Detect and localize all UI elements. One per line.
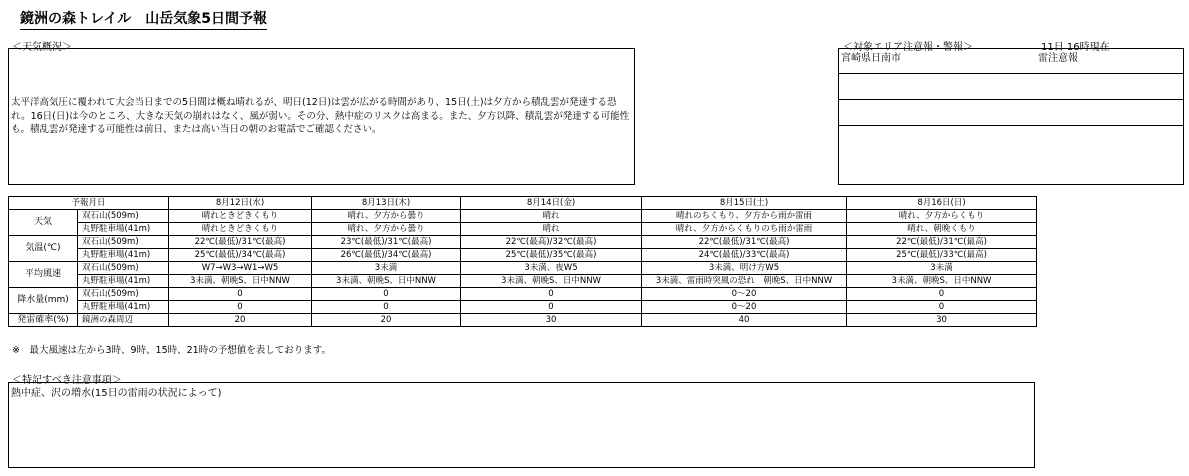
forecast-cell: 25℃(最低)/34℃(最高): [169, 249, 312, 262]
forecast-cell: 晴れ、夕方から曇り: [312, 223, 461, 236]
forecast-cell: 22℃(最低)/31℃(最高): [642, 236, 847, 249]
forecast-cell: 25℃(最低)/33℃(最高): [847, 249, 1037, 262]
forecast-row-weather: [9, 223, 1037, 236]
forecast-cell: 23℃(最低)/31℃(最高): [312, 236, 461, 249]
forecast-cell: 0: [847, 288, 1037, 301]
forecast-location: 鏡洲の森周辺: [78, 314, 169, 327]
forecast-cell: 0: [312, 301, 461, 314]
forecast-row-wind: [9, 262, 1037, 275]
forecast-date: 8月13日(木): [312, 197, 461, 210]
alert-status: [1036, 100, 1183, 126]
forecast-row-thunder: [9, 314, 1037, 327]
special-box: [8, 382, 1035, 468]
forecast-cell: 40: [642, 314, 847, 327]
alert-status: 雷注意報: [1036, 49, 1183, 74]
alert-row: [839, 49, 1183, 74]
forecast-cell: 3未満、朝晩S、日中NNW: [169, 275, 312, 288]
forecast-date: 8月15日(土): [642, 197, 847, 210]
alert-status: [1036, 74, 1183, 100]
forecast-cell: 24℃(最低)/33℃(最高): [642, 249, 847, 262]
page-title: 鏡洲の森トレイル 山岳気象5日間予報: [20, 8, 267, 30]
alerts-box: [838, 48, 1184, 185]
forecast-row-wind: [9, 275, 1037, 288]
overview-box: [8, 48, 635, 185]
forecast-location: 双石山(509m): [78, 262, 169, 275]
forecast-cell: 3未満: [312, 262, 461, 275]
forecast-cell: 晴れときどきくもり: [169, 223, 312, 236]
forecast-category-weather: 天気: [9, 210, 78, 236]
forecast-cell: 0: [847, 301, 1037, 314]
forecast-cell: 22℃(最高)/32℃(最高): [461, 236, 642, 249]
forecast-date: 8月16日(日): [847, 197, 1037, 210]
forecast-cell: 25℃(最低)/35℃(最高): [461, 249, 642, 262]
alert-status: [1036, 126, 1183, 152]
forecast-cell: 晴れ、夕方からくもりのち雨か雷雨: [642, 223, 847, 236]
forecast-cell: 22℃(最低)/31℃(最高): [847, 236, 1037, 249]
forecast-row-precip: [9, 301, 1037, 314]
alert-row: [839, 126, 1183, 152]
forecast-cell: 0～20: [642, 301, 847, 314]
forecast-header-label: 予報月日: [9, 197, 169, 210]
forecast-cell: 3未満、朝晩S、日中NNW: [461, 275, 642, 288]
alerts-timestamp: 11日 16時現在: [1041, 42, 1110, 53]
alerts-label: ＜対象エリア注意報・警報＞: [843, 42, 973, 53]
forecast-category-precip: 降水量(mm): [9, 288, 78, 314]
forecast-cell: 3未満、明け方W5: [642, 262, 847, 275]
alert-area: [839, 126, 1036, 152]
forecast-cell: 晴れ、朝晩くもり: [847, 223, 1037, 236]
forecast-cell: 0: [312, 288, 461, 301]
forecast-cell: 0～20: [642, 288, 847, 301]
forecast-cell: 0: [169, 301, 312, 314]
overview-text: 太平洋高気圧に覆われて大会当日までの5日間は概ね晴れるが、明日(12日)は雲が広がる時間があり、15日(土)は夕方から積乱雲が発達する恐れ。16日(日)は今のところ、大きな天気の崩れはなく、風が弱い。その分、熱中症のリスクは高まる。また、夕方以降、積乱雲が発達する可能性も。積乱雲が発達する可能性は前日、または高い当日の朝のお電話でご確認ください。: [11, 97, 630, 136]
forecast-cell: 20: [169, 314, 312, 327]
forecast-row-temperature: [9, 236, 1037, 249]
forecast-table-wrap: [8, 196, 1037, 327]
forecast-date: 8月14日(金): [461, 197, 642, 210]
alert-area: [839, 100, 1036, 126]
forecast-cell: 晴れのちくもり、夕方から雨か雷雨: [642, 210, 847, 223]
forecast-cell: 30: [847, 314, 1037, 327]
forecast-cell: 26℃(最低)/34℃(最高): [312, 249, 461, 262]
forecast-row-precip: [9, 288, 1037, 301]
forecast-location: 丸野駐車場(41m): [78, 301, 169, 314]
forecast-date: 8月12日(水): [169, 197, 312, 210]
alert-row: [839, 74, 1183, 100]
forecast-location: 双石山(509m): [78, 236, 169, 249]
forecast-row-temperature: [9, 249, 1037, 262]
forecast-cell: 0: [461, 301, 642, 314]
forecast-cell: 3未満、朝晩S、日中NNW: [847, 275, 1037, 288]
forecast-location: 丸野駐車場(41m): [78, 249, 169, 262]
alert-area: 宮崎県日南市: [839, 49, 1036, 74]
forecast-header-row: [9, 197, 1037, 210]
forecast-table: [8, 196, 1037, 327]
forecast-row-weather: [9, 210, 1037, 223]
forecast-cell: 3未満、夜W5: [461, 262, 642, 275]
forecast-cell: 0: [461, 288, 642, 301]
forecast-cell: 3未満、雷雨時突風の恐れ 朝晩S、日中NNW: [642, 275, 847, 288]
forecast-cell: 晴れ: [461, 210, 642, 223]
forecast-cell: 3未満: [847, 262, 1037, 275]
forecast-category-wind: 平均風速: [9, 262, 78, 288]
forecast-cell: W7→W3→W1→W5: [169, 262, 312, 275]
special-text: 熱中症、沢の増水(15日の雷雨の状況によって): [11, 388, 222, 399]
forecast-category-temperature: 気温(℃): [9, 236, 78, 262]
wind-note: ※ 最大風速は左から3時、9時、15時、21時の予想値を表しております。: [12, 345, 331, 356]
forecast-location: 双石山(509m): [78, 288, 169, 301]
alert-row: [839, 100, 1183, 126]
forecast-location: 丸野駐車場(41m): [78, 275, 169, 288]
forecast-cell: 晴れ、夕方からくもり: [847, 210, 1037, 223]
forecast-cell: 3未満、朝晩S、日中NNW: [312, 275, 461, 288]
forecast-cell: 20: [312, 314, 461, 327]
forecast-cell: 0: [169, 288, 312, 301]
forecast-cell: 晴れ、夕方から曇り: [312, 210, 461, 223]
forecast-location: 双石山(509m): [78, 210, 169, 223]
forecast-cell: 晴れ: [461, 223, 642, 236]
forecast-location: 丸野駐車場(41m): [78, 223, 169, 236]
forecast-cell: 晴れときどきくもり: [169, 210, 312, 223]
overview-label: ＜天気概況＞: [12, 42, 72, 53]
forecast-cell: 30: [461, 314, 642, 327]
special-label: ＜特記すべき注意事項＞: [12, 375, 122, 386]
forecast-cell: 22℃(最低)/31℃(最高): [169, 236, 312, 249]
forecast-category-thunder: 発雷確率(%): [9, 314, 78, 327]
alert-area: [839, 74, 1036, 100]
